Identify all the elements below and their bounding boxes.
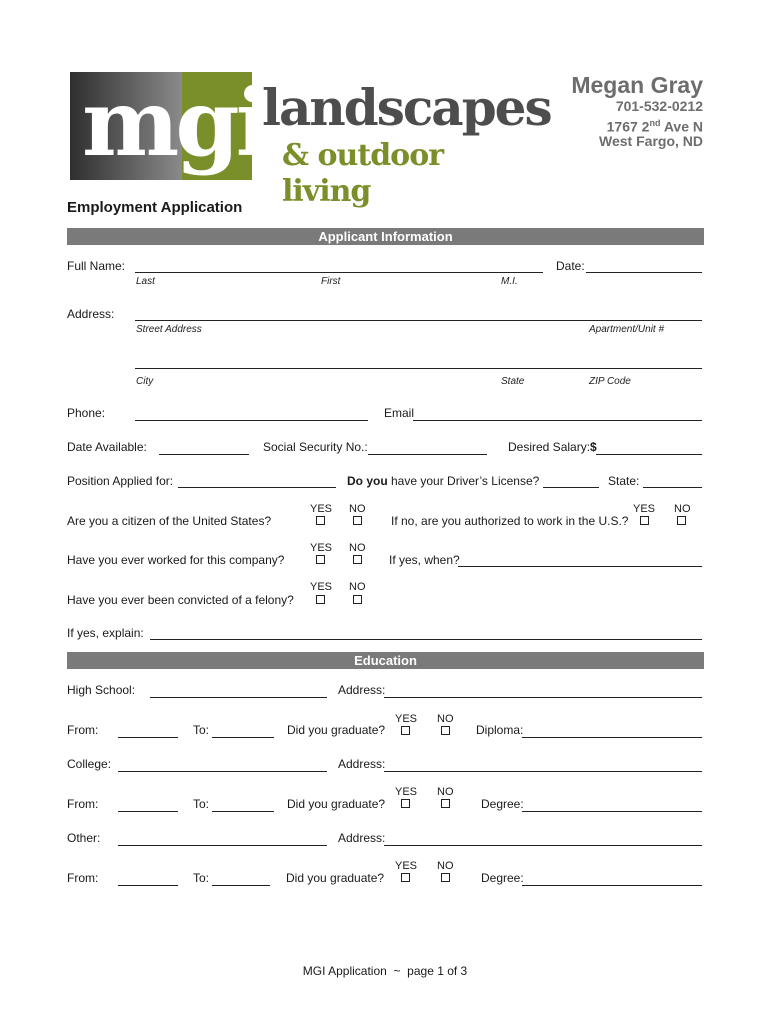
authorized-no-header: NO xyxy=(674,503,691,515)
felony-yes-checkbox[interactable] xyxy=(316,595,325,604)
authorized-no-checkbox[interactable] xyxy=(677,516,686,525)
felony-yes-header: YES xyxy=(310,581,333,593)
college-degree-label: Degree: xyxy=(481,797,524,811)
college-grad-yes-header: YES xyxy=(395,786,418,798)
hs-grad-no-checkbox[interactable] xyxy=(441,726,450,735)
city-state-zip-field[interactable] xyxy=(135,368,702,369)
diploma-label: Diploma: xyxy=(476,723,524,737)
license-state-label: State: xyxy=(608,474,640,488)
salary-label xyxy=(508,440,597,454)
college-grad-yes-checkbox[interactable] xyxy=(401,799,410,808)
college-from-label: From: xyxy=(67,797,99,811)
college-to-field[interactable] xyxy=(212,811,274,812)
other-graduate-question: Did you graduate? xyxy=(286,871,385,885)
position-label: Position Applied for: xyxy=(67,474,174,488)
explain-field[interactable] xyxy=(150,639,702,640)
felony-question: Have you ever been convicted of a felony? xyxy=(67,593,294,607)
other-address-field[interactable] xyxy=(384,845,702,846)
logo-word: landscapes xyxy=(262,78,551,137)
citizen-question: Are you a citizen of the United States? xyxy=(67,514,272,528)
ssn-label: Social Security No.: xyxy=(263,440,368,454)
license-state-field[interactable] xyxy=(643,487,702,488)
hs-graduate-question: Did you graduate? xyxy=(287,723,386,737)
date-available-label: Date Available: xyxy=(67,440,147,454)
salary-field[interactable] xyxy=(596,454,702,455)
phone-field[interactable] xyxy=(135,420,368,421)
section-header-applicant: Applicant Information xyxy=(67,228,704,245)
last-name-caption: Last xyxy=(136,276,155,287)
contact-name: Megan Gray xyxy=(571,72,703,98)
mi-caption: M.I. xyxy=(501,276,518,287)
other-to-label: To: xyxy=(193,871,210,885)
college-label: College: xyxy=(67,757,112,771)
citizen-yes-checkbox[interactable] xyxy=(316,516,325,525)
when-label: If yes, when? xyxy=(389,553,460,567)
college-degree-field[interactable] xyxy=(522,811,702,812)
worked-no-checkbox[interactable] xyxy=(353,555,362,564)
license-question-bold: Do you xyxy=(347,474,388,488)
other-degree-label: Degree: xyxy=(481,871,524,885)
when-field[interactable] xyxy=(458,566,702,567)
college-grad-no-checkbox[interactable] xyxy=(441,799,450,808)
street-caption: Street Address xyxy=(136,324,202,335)
city-caption: City xyxy=(136,376,154,387)
address-label: Address: xyxy=(67,307,115,321)
authorized-question: If no, are you authorized to work in the U.S.? xyxy=(391,514,629,528)
license-answer-field[interactable] xyxy=(543,487,599,488)
authorized-yes-checkbox[interactable] xyxy=(640,516,649,525)
college-graduate-question: Did you graduate? xyxy=(287,797,386,811)
street-number: 1767 2 xyxy=(606,118,650,135)
college-address-field[interactable] xyxy=(384,771,702,772)
hs-grad-yes-checkbox[interactable] xyxy=(401,726,410,735)
worked-yes-header: YES xyxy=(310,542,333,554)
contact-phone: 701-532-0212 xyxy=(615,98,703,114)
date-label: Date: xyxy=(556,259,585,273)
hs-from-label: From: xyxy=(67,723,99,737)
citizen-yes-header: YES xyxy=(310,503,333,515)
hs-grad-yes-header: YES xyxy=(395,713,418,725)
other-degree-field[interactable] xyxy=(522,885,702,886)
contact-street xyxy=(607,115,703,135)
citizen-no-checkbox[interactable] xyxy=(353,516,362,525)
college-to-label: To: xyxy=(193,797,210,811)
hs-grad-no-header: NO xyxy=(437,713,454,725)
high-school-address-label: Address: xyxy=(338,683,386,697)
full-name-label: Full Name: xyxy=(67,259,126,273)
email-label: Email xyxy=(384,406,415,420)
date-field[interactable] xyxy=(586,272,702,273)
other-address-label: Address: xyxy=(338,831,386,845)
other-grad-yes-header: YES xyxy=(395,860,418,872)
street-address-field[interactable] xyxy=(135,320,702,321)
position-field[interactable] xyxy=(178,487,336,488)
state-caption: State xyxy=(501,376,525,387)
date-available-field[interactable] xyxy=(159,454,249,455)
other-grad-no-header: NO xyxy=(437,860,454,872)
other-grad-yes-checkbox[interactable] xyxy=(401,873,410,882)
other-grad-no-checkbox[interactable] xyxy=(441,873,450,882)
worked-yes-checkbox[interactable] xyxy=(316,555,325,564)
authorized-yes-header: YES xyxy=(633,503,656,515)
college-grad-no-header: NO xyxy=(437,786,454,798)
high-school-address-field[interactable] xyxy=(384,697,702,698)
logo-mark: mgi xyxy=(82,69,267,177)
felony-no-checkbox[interactable] xyxy=(353,595,362,604)
high-school-label: High School: xyxy=(67,683,136,697)
diploma-field[interactable] xyxy=(522,737,702,738)
other-from-field[interactable] xyxy=(118,885,178,886)
zip-caption: ZIP Code xyxy=(589,376,631,387)
apt-caption: Apartment/Unit # xyxy=(589,324,665,335)
college-address-label: Address: xyxy=(338,757,386,771)
felony-no-header: NO xyxy=(349,581,366,593)
hs-to-label: To: xyxy=(193,723,210,737)
full-name-field[interactable] xyxy=(135,272,543,273)
hs-from-field[interactable] xyxy=(118,737,178,738)
salary-symbol: $ xyxy=(590,440,597,454)
other-label: Other: xyxy=(67,831,101,845)
other-field[interactable] xyxy=(118,845,327,846)
page-footer: MGI Application ~ page 1 of 3 xyxy=(302,964,468,978)
license-question-rest: have your Driver’s License? xyxy=(387,474,540,488)
worked-no-header: NO xyxy=(349,542,366,554)
other-from-label: From: xyxy=(67,871,99,885)
citizen-no-header: NO xyxy=(349,503,366,515)
other-to-field[interactable] xyxy=(212,885,270,886)
worked-question: Have you ever worked for this company? xyxy=(67,553,285,567)
license-question xyxy=(347,474,539,488)
street-rest: Ave N xyxy=(660,118,703,135)
section-header-education: Education xyxy=(67,652,704,669)
logo-tagline: & outdoor living xyxy=(282,138,444,209)
high-school-field[interactable] xyxy=(150,697,327,698)
college-from-field[interactable] xyxy=(118,811,178,812)
form-title: Employment Application xyxy=(67,199,243,216)
ssn-field[interactable] xyxy=(368,454,487,455)
hs-to-field[interactable] xyxy=(212,737,274,738)
phone-label: Phone: xyxy=(67,406,106,420)
college-field[interactable] xyxy=(118,771,327,772)
salary-label-text: Desired Salary: xyxy=(508,440,591,454)
street-suffix: nd xyxy=(649,118,661,128)
explain-label: If yes, explain: xyxy=(67,626,144,640)
contact-city: West Fargo, ND xyxy=(599,133,703,149)
email-field[interactable] xyxy=(413,420,702,421)
first-name-caption: First xyxy=(321,276,341,287)
